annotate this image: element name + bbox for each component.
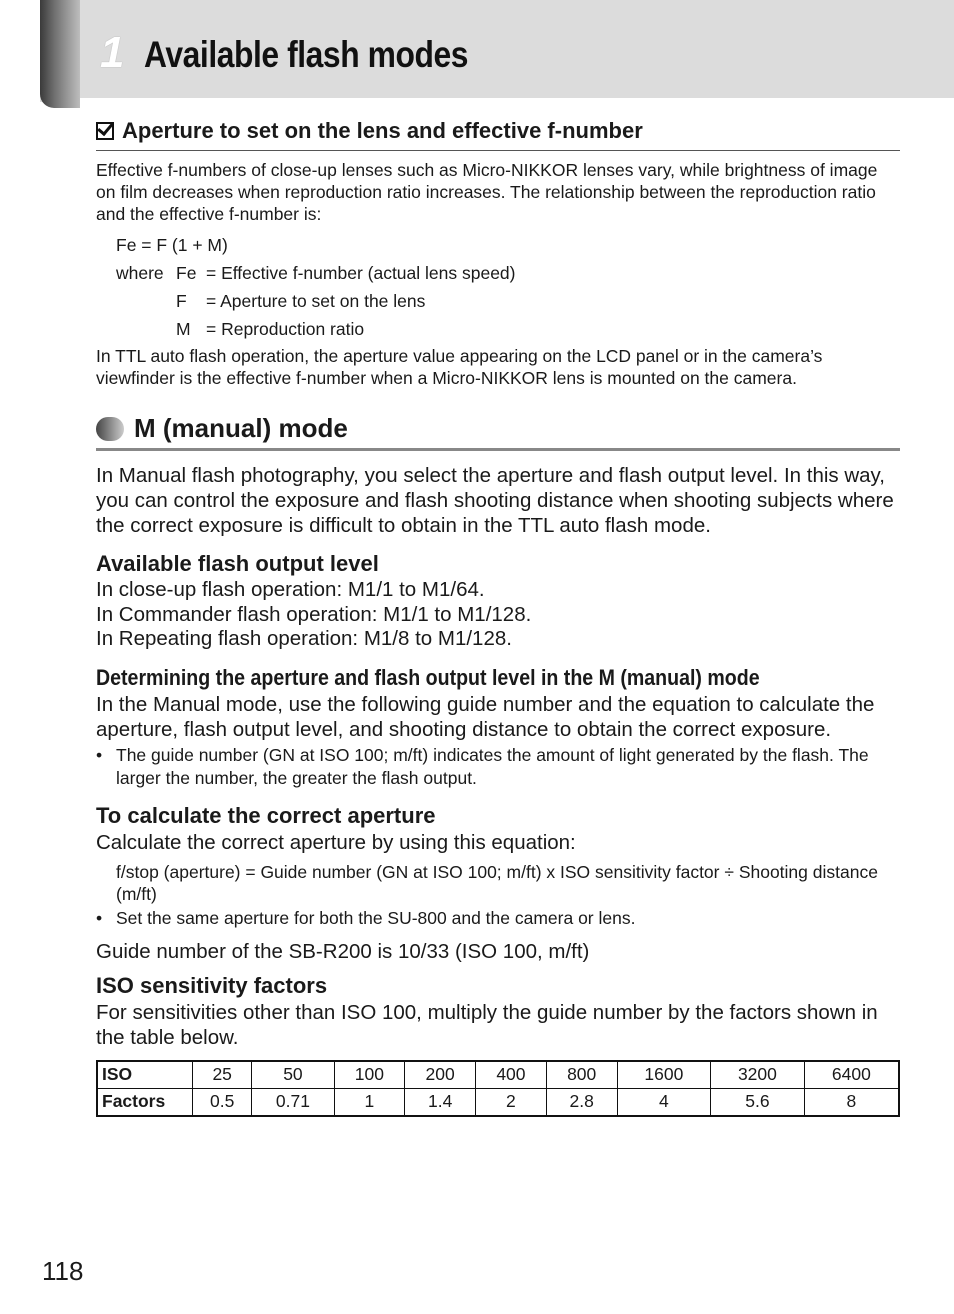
definition-meaning: = Reproduction ratio (206, 319, 365, 339)
table-cell: 3200 (711, 1061, 805, 1089)
bullet-text: Set the same aperture for both the SU-800 and the camera or lens. (116, 907, 636, 928)
checkbox-icon (96, 122, 114, 140)
table-cell: 50 (252, 1061, 334, 1089)
definition-symbol: M (176, 319, 191, 339)
calc-heading: To calculate the correct aperture (96, 802, 436, 828)
aperture-subheading (96, 118, 900, 151)
table-cell: 400 (476, 1061, 547, 1089)
determining-heading: Determining the aperture and flash output level in the M (manual) mode (96, 664, 760, 690)
guide-number-line: Guide number of the SB-R200 is 10/33 (ISO 100, m/ft) (96, 939, 590, 963)
bullet-item (96, 907, 900, 930)
table-cell: 5.6 (711, 1088, 805, 1116)
list-item: In Repeating flash operation: M1/8 to M1/128. (96, 627, 512, 650)
calc-equation: f/stop (aperture) = Guide number (GN at ISO 100; m/ft) x ISO sensitivity factor ÷ Shooting distance (m/ft) (116, 861, 878, 904)
manual-mode-heading (96, 413, 900, 451)
table-cell: 2.8 (546, 1088, 617, 1116)
aperture-subheading-text: Aperture to set on the lens and effective f-number (122, 118, 643, 143)
table-cell: 0.71 (252, 1088, 334, 1116)
definition-meaning: = Effective f-number (actual lens speed) (206, 263, 516, 283)
table-cell: 4 (617, 1088, 711, 1116)
manual-mode-heading-text: M (manual) mode (134, 413, 348, 443)
row-header: ISO (97, 1061, 193, 1089)
aperture-intro: Effective f-numbers of close-up lenses such as Micro-NIKKOR lenses vary, while brightness of image on film decreases when reproduction ratio increases. The relationship between the reproduction ratio and the effective f-number is: (96, 160, 878, 224)
definition-symbol: Fe (176, 263, 197, 283)
table-cell: 1600 (617, 1061, 711, 1089)
table-cell: 6400 (804, 1061, 899, 1089)
table-cell: 2 (476, 1088, 547, 1116)
table-cell: 800 (546, 1061, 617, 1089)
table-cell: 8 (804, 1088, 899, 1116)
bullet-icon: • (96, 907, 103, 928)
definition-row (116, 259, 900, 287)
page-title: Available flash modes (144, 34, 469, 75)
table-cell: 25 (193, 1061, 252, 1089)
ttl-note: In TTL auto flash operation, the aperture value appearing on the LCD panel or in the camera’s viewfinder is the effective f-number when a Micro-NIKKOR lens is mounted on the camera. (96, 346, 823, 388)
table-cell: 0.5 (193, 1088, 252, 1116)
row-header: Factors (97, 1088, 193, 1116)
page-content (96, 118, 900, 1117)
iso-factor-table (96, 1060, 900, 1117)
bullet-text: The guide number (GN at ISO 100; m/ft) indicates the amount of light generated by the flash. The larger the number, the greater the flash output. (116, 744, 869, 788)
manual-mode-intro: In Manual flash photography, you select the aperture and flash output level. In this way, you can control the exposure and flash shooting distance when shooting subjects where the correct exposure is difficult to obtain in the TTL auto flash mode. (96, 464, 894, 537)
bullet-icon: • (96, 744, 103, 765)
where-label: where (116, 263, 164, 283)
list-item: In close-up flash operation: M1/1 to M1/64. (96, 578, 485, 601)
section-marker-icon (96, 417, 124, 441)
table-cell: 1.4 (405, 1088, 476, 1116)
calc-text: Calculate the correct aperture by using this equation: (96, 830, 576, 854)
iso-text: For sensitivities other than ISO 100, multiply the guide number by the factors shown in the table below. (96, 1000, 878, 1049)
definition-row (116, 315, 900, 343)
table-cell: 100 (334, 1061, 405, 1089)
determining-text: In the Manual mode, use the following guide number and the equation to calculate the aperture, flash output level, and shooting distance to obtain the correct exposure. (96, 692, 875, 741)
iso-heading: ISO sensitivity factors (96, 972, 328, 998)
formula-block (116, 231, 900, 343)
list-item: In Commander flash operation: M1/1 to M1/128. (96, 602, 532, 626)
formula: Fe = F (1 + M) (116, 235, 228, 255)
definition-row (116, 287, 900, 315)
table-cell: 200 (405, 1061, 476, 1089)
table-row (97, 1088, 899, 1116)
page-number: 118 (42, 1256, 84, 1286)
table-cell: 1 (334, 1088, 405, 1116)
definition-symbol: F (176, 291, 187, 311)
header-divider (80, 98, 954, 102)
chapter-number: 1 (100, 28, 125, 77)
output-level-list (96, 578, 900, 652)
definition-meaning: = Aperture to set on the lens (206, 291, 426, 311)
table-row (97, 1061, 899, 1089)
bullet-item (96, 744, 900, 790)
output-level-heading: Available flash output level (96, 551, 379, 576)
chapter-tab (40, 0, 80, 108)
